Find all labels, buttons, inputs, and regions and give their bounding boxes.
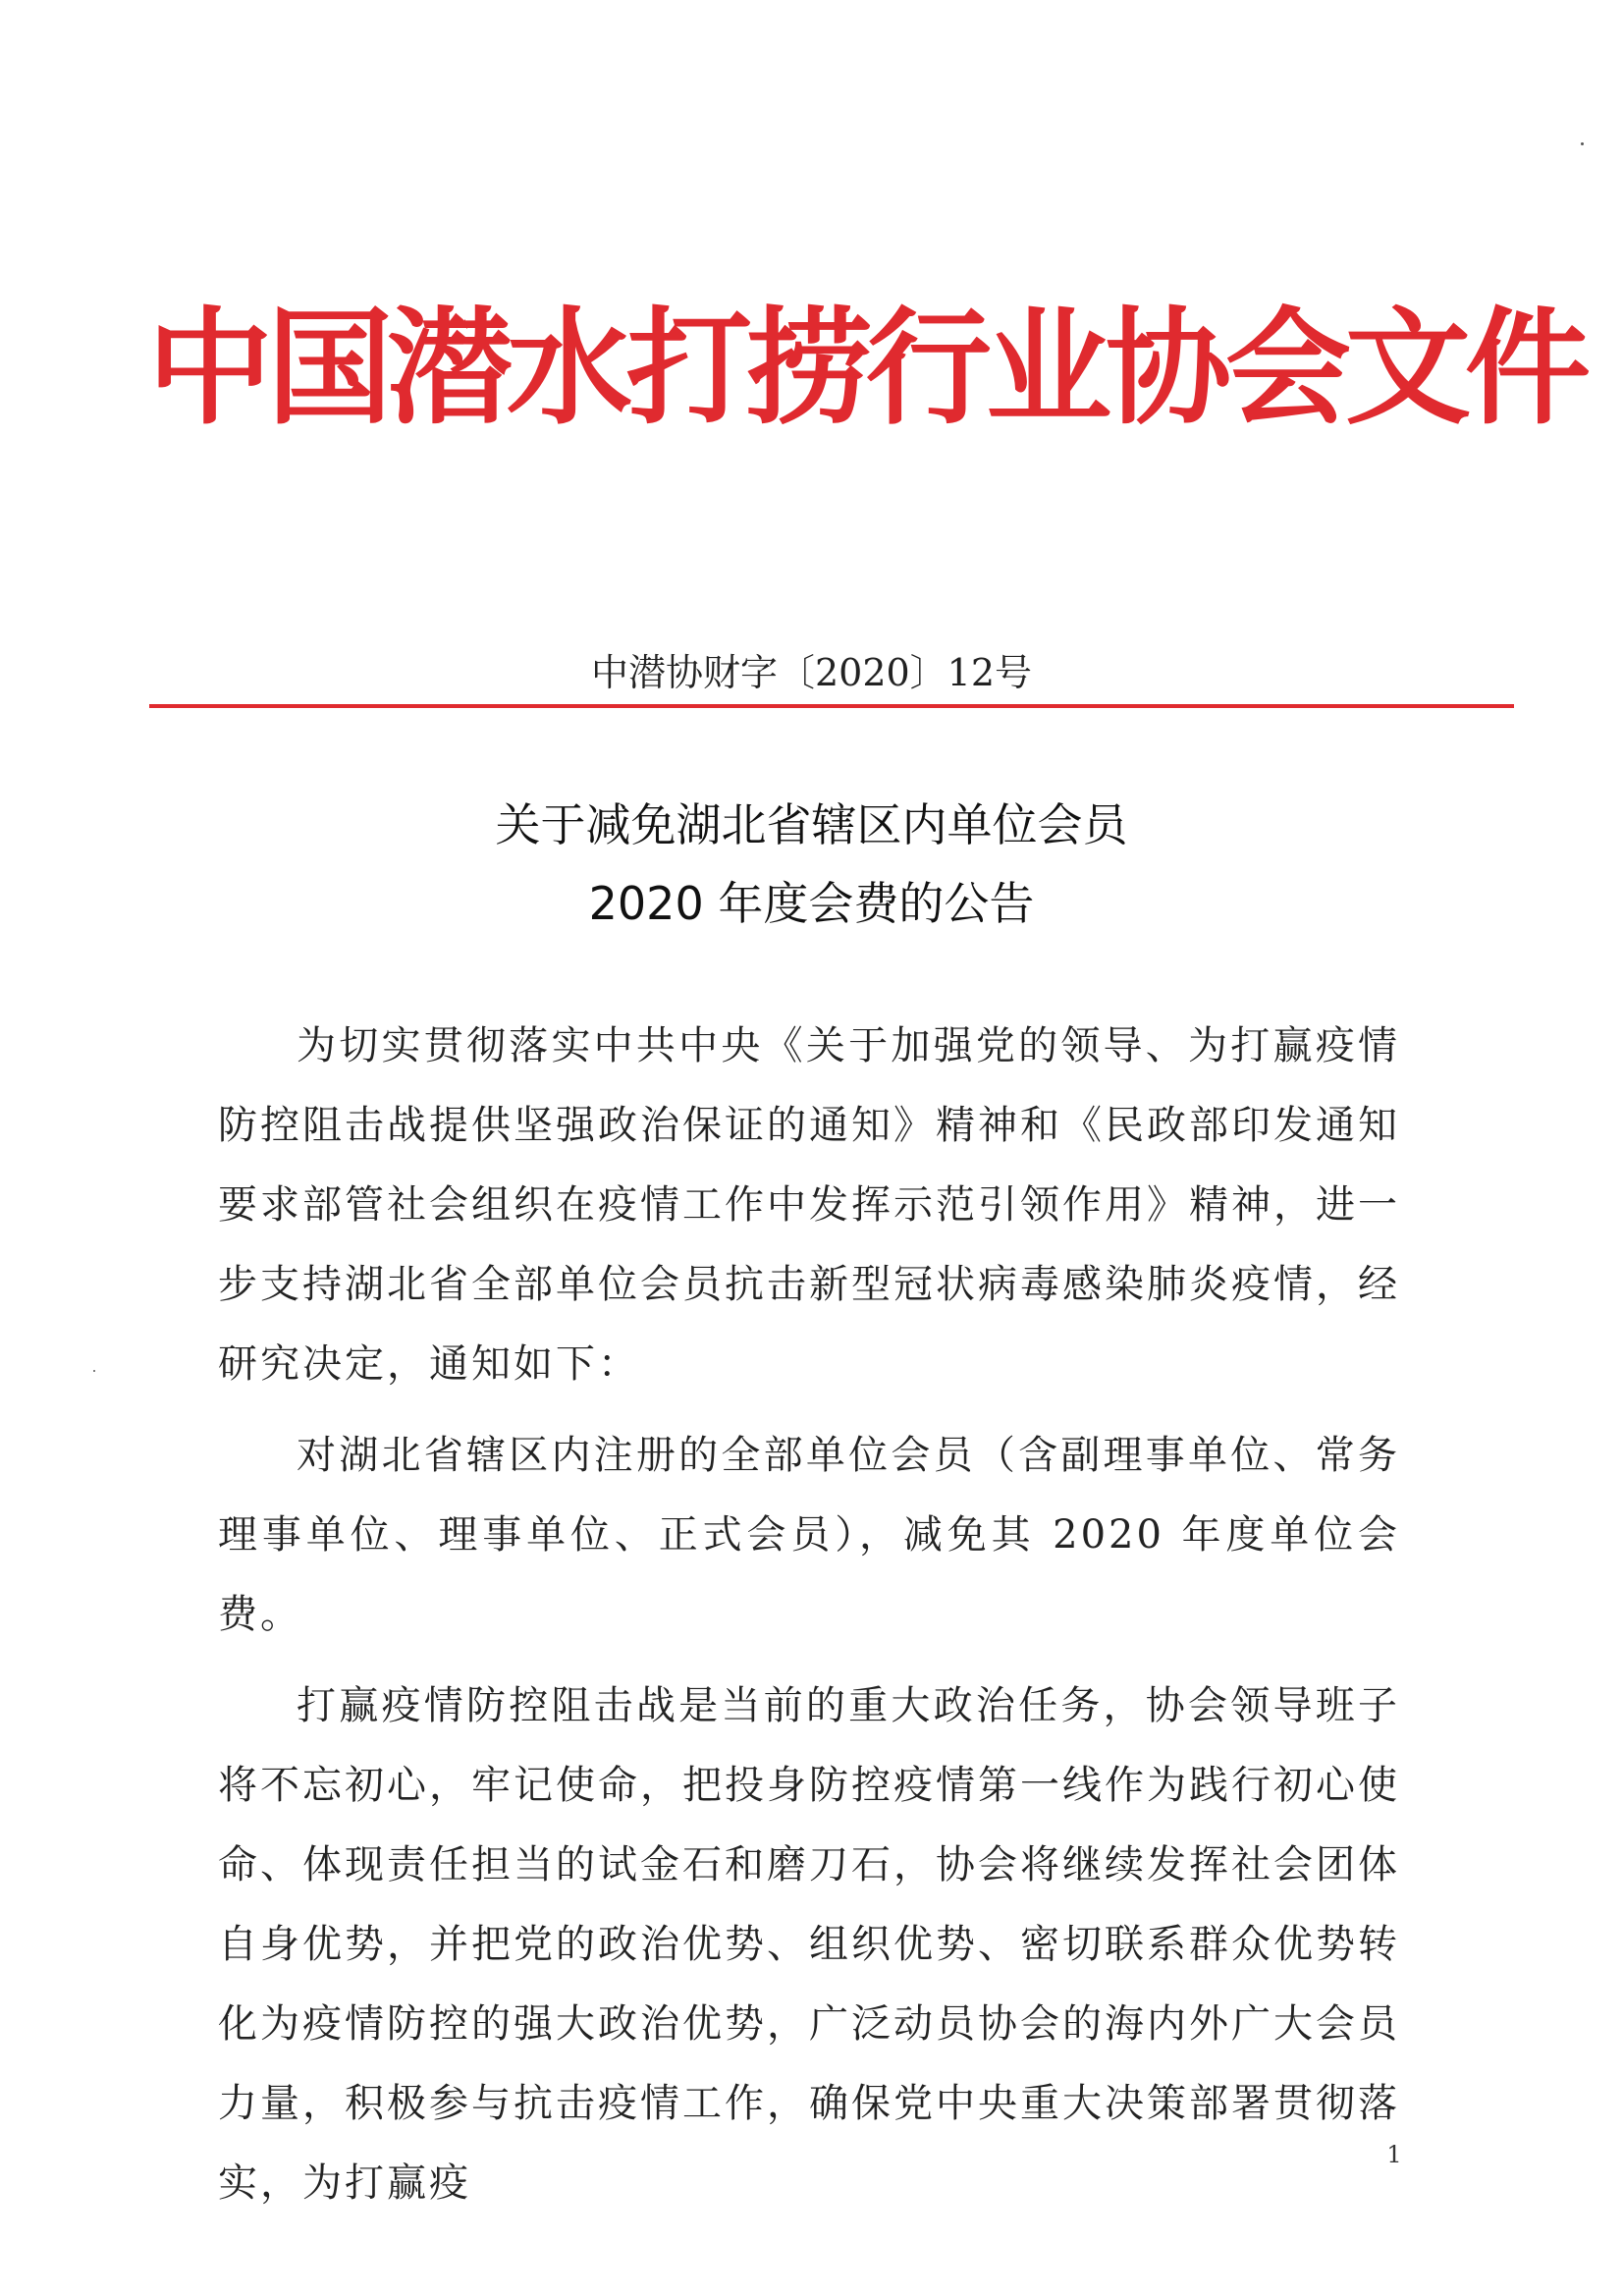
page-number: 1 — [1386, 2141, 1402, 2168]
title-line-2: 2020 年度会费的公告 — [588, 877, 1035, 930]
scan-speck — [93, 1370, 95, 1372]
document-number: 中潜协财字〔2020〕12号 — [590, 651, 1033, 694]
paragraph-1: 为切实贯彻落实中共中央《关于加强党的领导、为打赢疫情防控阻击战提供坚强政治保证的通知》精神和《民政部印发通知要求部管社会组织在疫情工作中发挥示范引领作用》精神，进一步支持湖北省全部单位会员抗击新型冠状病毒感染肺炎疫情，经研究决定，通知如下： — [218, 1023, 1400, 1387]
paragraph-2: 对湖北省辖区内注册的全部单位会员（含副理事单位、常务理事单位、理事单位、正式会员），减免其 2020 年度单位会费。 — [218, 1433, 1400, 1637]
paragraph-3: 打赢疫情防控阻击战是当前的重大政治任务，协会领导班子将不忘初心，牢记使命，把投身防控疫情第一线作为践行初心使命、体现责任担当的试金石和磨刀石，协会将继续发挥社会团体自身优势，并把党的政治优势、组织优势、密切联系群众优势转化为疫情防控的强大政治优势，广泛动员协会的海内外广大会员力量，积极参与抗击疫情工作，确保党中央重大决策部署贯彻落实，为打赢疫 — [218, 1683, 1400, 2206]
red-divider-line — [149, 704, 1514, 708]
title-line-1: 关于减免湖北省辖区内单位会员 — [495, 798, 1128, 851]
scan-speck — [1581, 142, 1584, 145]
announcement-title — [147, 786, 1476, 943]
body-text — [218, 1007, 1400, 2235]
masthead-title: 中国潜水打捞行业协会文件 — [147, 295, 1586, 442]
